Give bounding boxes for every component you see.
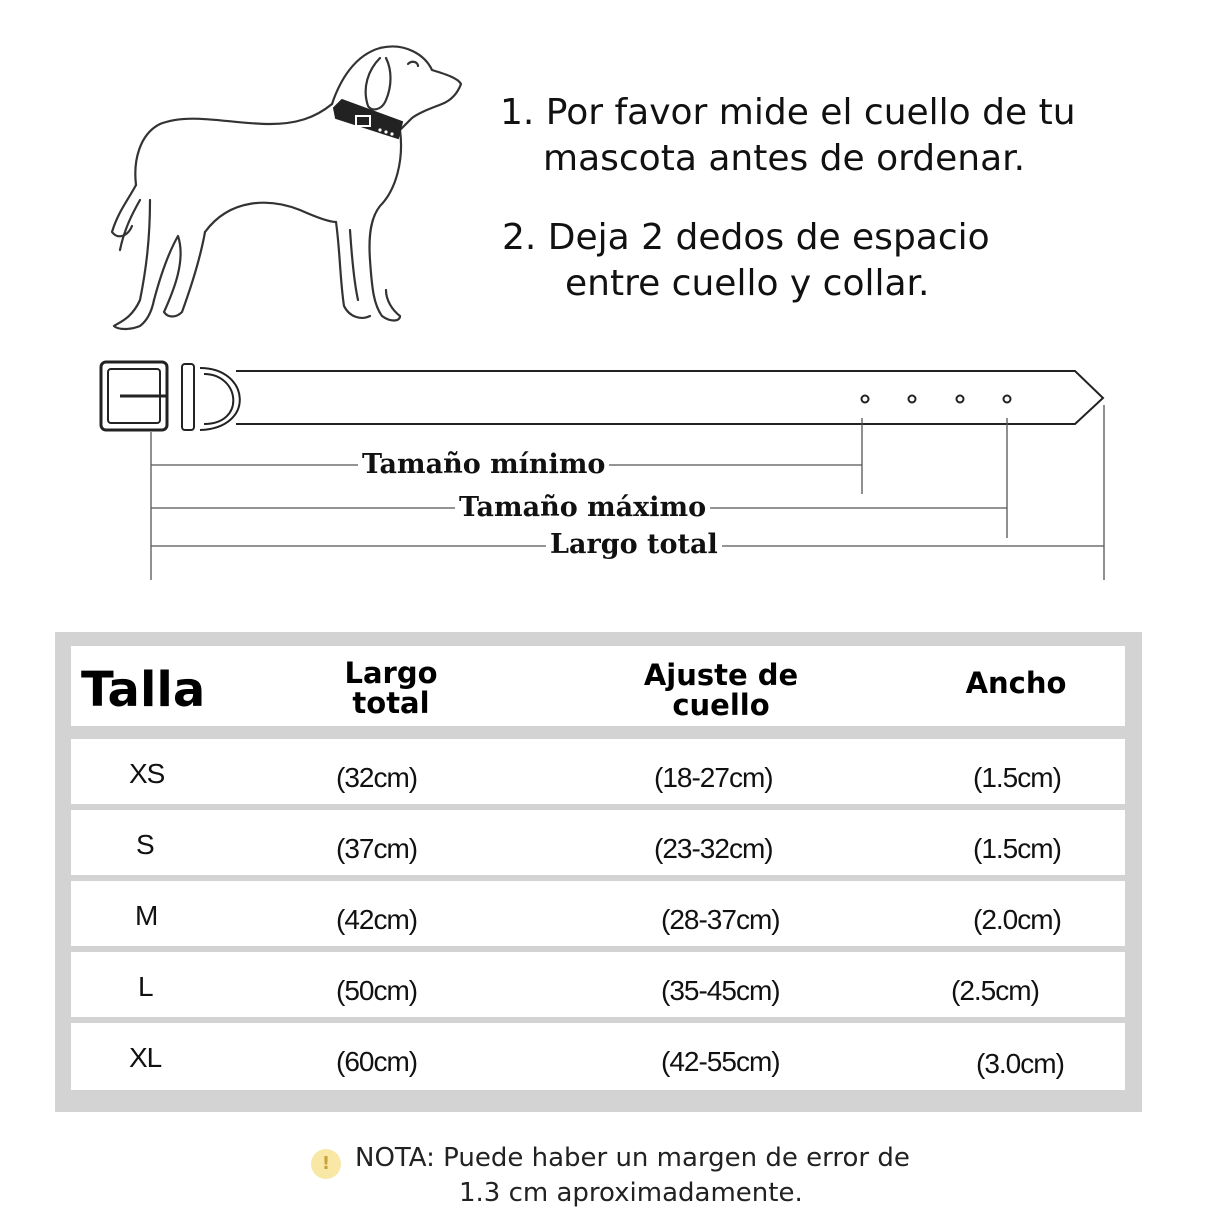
row-size: L <box>138 971 153 1002</box>
row-total-length: (50cm) <box>336 975 418 1006</box>
row-width: (2.0cm) <box>973 904 1061 935</box>
note-line-2: 1.3 cm aproximadamente. <box>459 1178 803 1208</box>
instruction-1-line-2: mascota antes de ordenar. <box>543 138 1026 179</box>
row-width: (1.5cm) <box>973 833 1061 864</box>
note-line-1: NOTA: Puede haber un margen de error de <box>355 1143 910 1173</box>
row-size: S <box>136 829 154 860</box>
row-neck-fit: (23-32cm) <box>654 833 773 864</box>
row-total-length: (42cm) <box>336 904 418 935</box>
header-width: Ancho <box>965 666 1067 700</box>
row-total-length: (37cm) <box>336 833 418 864</box>
maximum-size-label: Tamaño máximo <box>455 494 710 521</box>
row-size: XS <box>129 758 165 789</box>
total-length-label: Largo total <box>546 531 722 558</box>
minimum-size-label: Tamaño mínimo <box>358 451 609 478</box>
row-width: (1.5cm) <box>973 762 1061 793</box>
row-neck-fit: (28-37cm) <box>661 904 780 935</box>
instruction-2-line-2: entre cuello y collar. <box>565 263 930 304</box>
table-row <box>71 881 1125 946</box>
header-neck-fit-line-1: Ajuste de <box>643 658 799 692</box>
row-neck-fit: (42-55cm) <box>661 1046 780 1077</box>
table-row <box>71 810 1125 875</box>
row-width: (2.5cm) <box>951 975 1039 1006</box>
row-neck-fit: (18-27cm) <box>654 762 773 793</box>
row-neck-fit: (35-45cm) <box>661 975 780 1006</box>
instruction-1-line-1: 1. Por favor mide el cuello de tu <box>500 92 1076 133</box>
instruction-2-line-1: 2. Deja 2 dedos de espacio <box>502 217 990 258</box>
row-width: (3.0cm) <box>976 1048 1064 1079</box>
table-row <box>71 952 1125 1017</box>
header-size: Talla <box>81 662 206 718</box>
header-neck-fit <box>611 660 831 720</box>
header-total-length <box>311 658 471 718</box>
table-row <box>71 739 1125 804</box>
header-total-length-line-2: total <box>352 686 430 720</box>
row-total-length: (32cm) <box>336 762 418 793</box>
size-table <box>55 632 1142 1112</box>
table-header-row <box>71 646 1125 726</box>
header-total-length-line-1: Largo <box>344 656 438 690</box>
row-size: M <box>135 900 158 931</box>
table-row <box>71 1023 1125 1090</box>
dog-illustration <box>100 40 470 340</box>
row-size: XL <box>129 1042 162 1073</box>
header-neck-fit-line-2: cuello <box>672 688 770 722</box>
warning-icon: ! <box>311 1149 341 1179</box>
row-total-length: (60cm) <box>336 1046 418 1077</box>
